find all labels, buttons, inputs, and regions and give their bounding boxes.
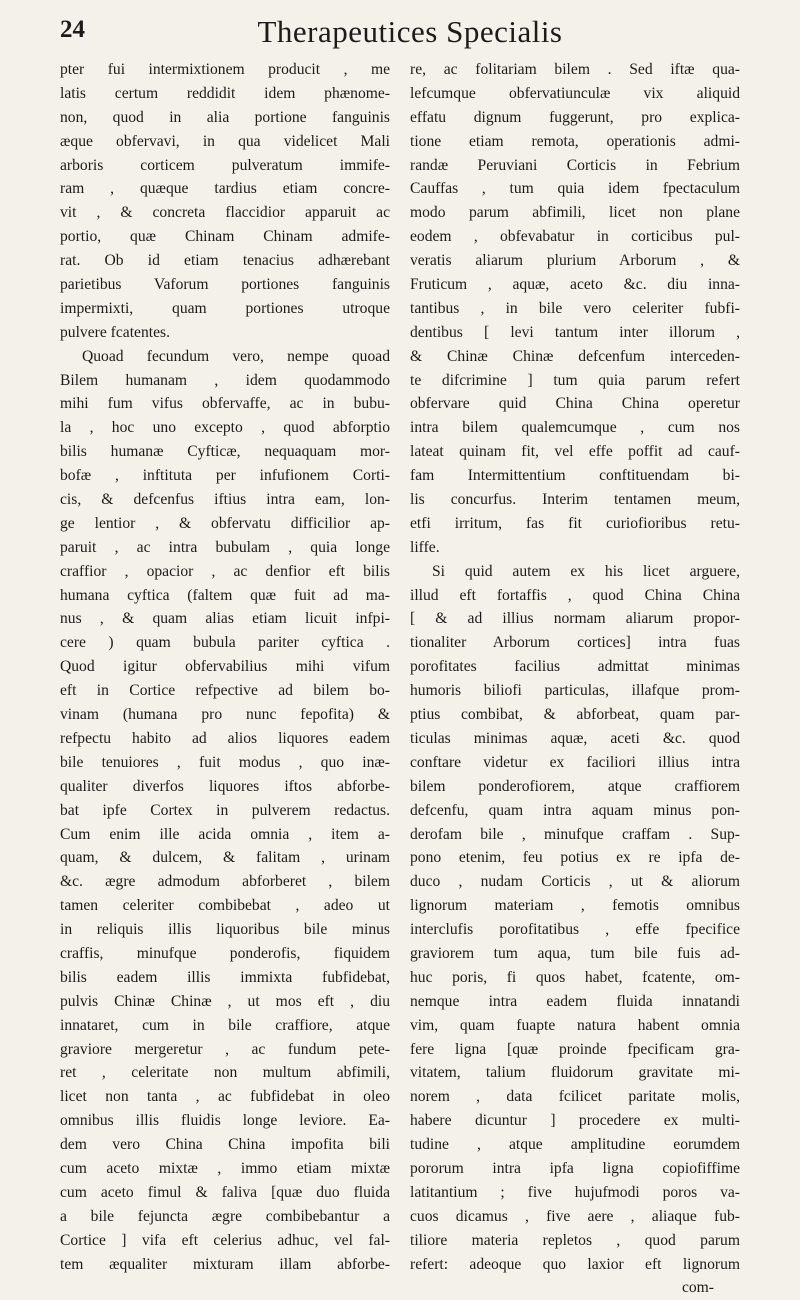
text-line: te difcrimine ] tum quia parum refert (410, 371, 740, 389)
text-line: randæ Peruviani Corticis in Febrium (410, 156, 740, 174)
text-line: veratis aliarum plurium Arborum , & (410, 252, 740, 270)
text-line: lignorum materiam , femotis omnibus (410, 897, 740, 915)
text-line: etfi irritum, fas fit curiofioribus retu- (410, 514, 740, 532)
text-line: obfervare quid China China operetur (410, 395, 740, 413)
text-line: tione etiam remota, operationis admi- (410, 132, 740, 150)
text-line: Bilem humanam , idem quodammodo (60, 371, 390, 389)
text-line: ptius combibat, & abforbeat, quam par- (410, 706, 740, 724)
text-line: lefcumque obfervatiunculæ vix aliquid (410, 84, 740, 102)
text-line: paruit , ac intra bubulam , quia longe (60, 538, 390, 556)
text-line: portio, quæ Chinam Chinam admife- (60, 228, 390, 246)
text-line: habere dicuntur ] procedere ex multi- (410, 1112, 740, 1130)
text-line: & Chinæ Chinæ defcenfum interceden- (410, 347, 740, 365)
text-line: illud eft fortaffis , quod China China (410, 586, 740, 604)
text-line: refert: adeoque quo laxior eft lignorum (410, 1255, 740, 1273)
text-line: non, quod in alia portione fanguinis (60, 108, 390, 126)
text-line: bilis humanæ Cyfticæ, nequaquam mor- (60, 443, 390, 461)
text-line: tudine , atque amplitudine eorumdem (410, 1136, 740, 1154)
text-line: bilis eadem illis immixta fubfidebat, (60, 968, 390, 986)
text-line: pter fui intermixtionem producit , me (60, 61, 390, 78)
text-line: eft in Cortice refpective ad bilem bo- (60, 682, 390, 700)
page-header (60, 14, 760, 54)
text-line: vitatem, talium fluidorum gravitate mi- (410, 1064, 740, 1082)
text-line: pono etenim, feu potius ex re ipfa de- (410, 849, 740, 867)
text-line: latitantium ; five hujufmodi poros va- (410, 1183, 740, 1201)
text-line: huc poris, fi quos habet, fcatente, om- (410, 968, 740, 986)
text-line: impermixti, quam portiones utroque (60, 299, 390, 317)
text-line: Cauffas , tum quia idem fpectaculum (410, 180, 740, 198)
text-line: nus , & quam alias etiam licuit infpi- (60, 610, 390, 628)
text-line: humoris biliofi particulas, illafque prom- (410, 682, 740, 700)
text-line: conftare videtur ex faciliori illius intra (410, 753, 740, 771)
text-line: porofitates facilius admittat minimas (410, 658, 740, 676)
text-line: eodem , obfevabatur in corticibus pul- (410, 228, 740, 246)
text-line: mihi fum vifus obfervaffe, ac in bubu- (60, 395, 390, 413)
text-line: in reliquis illis liquoribus bile minus (60, 921, 390, 939)
text-line: cum aceto mixtæ , immo etiam mixtæ (60, 1159, 390, 1177)
text-line: derofam bile , minufque craffam . Sup- (410, 825, 740, 843)
text-line: nemque intra eadem fluida innatandi (410, 992, 740, 1010)
text-line: norem , data fcilicet paritate molis, (410, 1088, 740, 1106)
text-line: graviore mergeretur , ac fundum pete- (60, 1040, 390, 1058)
text-line: defcenfu, quam intra aquam minus pon- (410, 801, 740, 819)
text-line: la , hoc uno excepto , quod abforptio (60, 419, 390, 437)
text-line: craffior , opacior , ac denfior eft bilis (60, 562, 390, 580)
text-line: ret , celeritate non multum abfimili, (60, 1064, 390, 1082)
text-line: innataret, cum in bile craffiore, atque (60, 1016, 390, 1034)
text-line: pulvere fcatentes. (60, 323, 170, 341)
text-line: humana cyftica (faltem quæ fuit ad ma- (60, 586, 390, 604)
text-line: Fruticum , aquæ, aceto &c. diu inna- (410, 276, 740, 294)
text-line: lis concurfus. Interim tentamen meum, (410, 491, 740, 509)
left-text-column (60, 58, 390, 1276)
text-line: tiliore materia repletos , quod parum (410, 1231, 740, 1249)
text-line: lateat quinam fit, vel effe poffit ad cauf- (410, 443, 740, 461)
text-line: cuos dicamus , five aere , aliaque fub- (410, 1207, 740, 1225)
text-line: tamen celeriter combibebat , adeo ut (60, 897, 390, 915)
text-line: liffe. (410, 538, 440, 556)
text-line: cis, & defcenfus iftius intra eam, lon- (60, 491, 390, 509)
text-line: duco , nudam Corticis , ut & aliorum (410, 873, 740, 891)
text-line: intra bilem qualemcumque , cum nos (410, 419, 740, 437)
text-line: modo parum abfimili, licet non plane (410, 204, 740, 222)
text-line: quam, & dulcem, & falitam , urinam (60, 849, 390, 867)
text-line: re, ac folitariam bilem . Sed iftæ qua- (410, 61, 740, 78)
text-line: bile tenuiores , fuit modus , quo inæ- (60, 753, 390, 771)
text-line: ticulas minimas aquæ, aceti &c. quod (410, 729, 740, 747)
text-line: dem vero China China impofita bili (60, 1136, 390, 1154)
text-line: latis certum reddidit idem phænome- (60, 84, 390, 102)
text-line: dentibus [ levi tantum inter illorum , (410, 323, 740, 341)
text-line: craffis, minufque ponderofis, fiquidem (60, 944, 390, 962)
text-line: interclufis porofitatibus , effe fpecifice (410, 921, 740, 939)
text-line: effatu dignum fuggerunt, pro explica- (410, 108, 740, 126)
text-line: æque obfervavi, in qua videlicet Mali (60, 132, 390, 150)
text-line: fere ligna [quæ proinde fpecificam gra- (410, 1040, 740, 1058)
text-line: arboris corticem pulveratum immife- (60, 156, 390, 174)
text-line: bofæ , inftituta per infufionem Corti- (60, 467, 390, 485)
text-line: pororum intra ipfa ligna copiofiffime (410, 1159, 740, 1177)
text-line: cere ) quam bubula pariter cyftica . (60, 634, 390, 652)
text-line: licet non tanta , ac fubfidebat in oleo (60, 1088, 390, 1106)
text-line: parietibus Vaforum portiones fanguinis (60, 276, 390, 294)
text-line: &c. ægre admodum abforberet , bilem (60, 873, 390, 891)
text-line: ge lentior , & obfervatu difficilior ap- (60, 514, 390, 532)
text-line: bilem ponderofiorem, atque craffiorem (410, 777, 740, 795)
text-line: vit , & concreta flaccidior apparuit ac (60, 204, 390, 222)
text-line: [ & ad illius normam aliarum propor- (410, 610, 740, 628)
text-line: fam Intermittentium conftituendam bi- (410, 467, 740, 485)
text-line: cum aceto fimul & faliva [quæ duo fluida (60, 1183, 390, 1201)
text-line: bat ipfe Cortex in pulverem redactus. (60, 801, 390, 819)
text-line: graviorem tum aqua, tum bile fuis ad- (410, 944, 740, 962)
text-line: refpectu habito ad alios liquores eadem (60, 729, 390, 747)
catchword: com- (681, 1279, 714, 1297)
text-line: Si quid autem ex his licet arguere, (432, 562, 740, 580)
text-line: a bile fejuncta ægre combibebantur a (60, 1207, 390, 1225)
right-text-column (410, 58, 740, 1300)
running-title: Therapeutices Specialis (257, 14, 563, 49)
text-line: ram , quæque tardius etiam concre- (60, 180, 390, 198)
text-line: tantibus , in bile vero celeriter fubfi- (410, 299, 740, 317)
text-line: rat. Ob id etiam tenacius adhærebant (60, 252, 390, 270)
text-line: Cum enim ille acida omnia , item a- (60, 825, 390, 843)
text-line: tionaliter Arborum cortices] intra fuas (410, 634, 740, 652)
text-line: Quod igitur obfervabilius mihi vifum (60, 658, 390, 676)
text-line: pulvis Chinæ Chinæ , ut mos eft , diu (60, 992, 390, 1010)
page-number: 24 (60, 16, 85, 43)
text-line: vim, quam fuapte natura habent omnia (410, 1016, 740, 1034)
text-line: vinam (humana pro nunc fepofita) & (60, 706, 390, 724)
text-line: Quoad fecundum vero, nempe quoad (82, 347, 390, 365)
text-line: tem æqualiter mixturam illam abforbe- (60, 1255, 390, 1273)
text-line: qualiter diverfos liquores iftos abforbe- (60, 777, 390, 795)
text-line: omnibus illis fluidis longe leviore. Ea- (60, 1112, 390, 1130)
text-line: Cortice ] vifa eft celerius adhuc, vel fal- (60, 1231, 390, 1249)
